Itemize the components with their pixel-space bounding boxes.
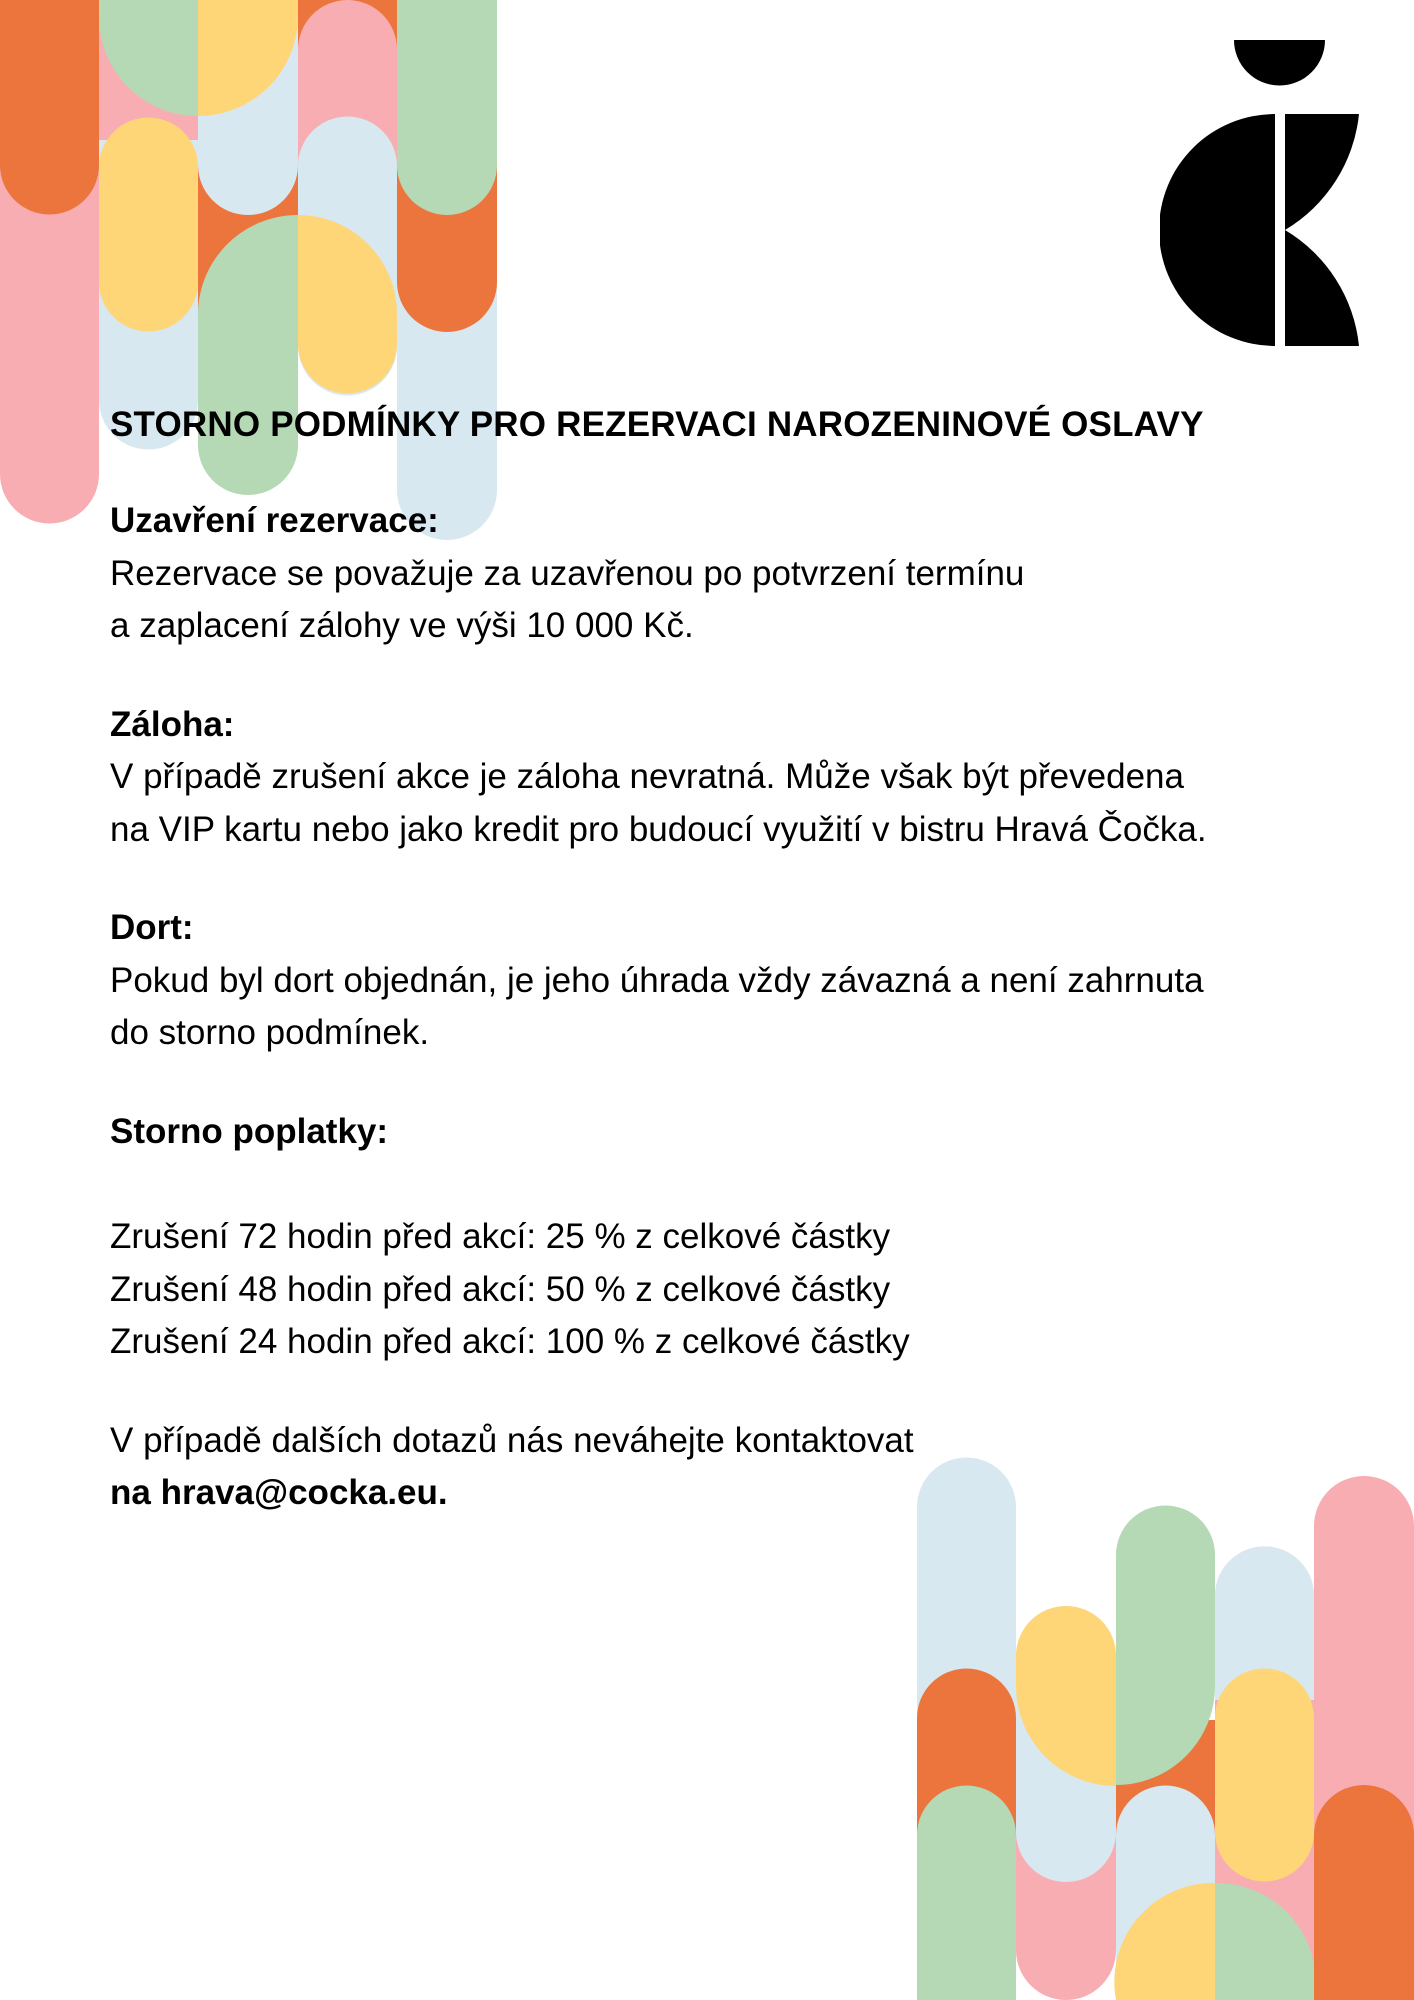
fee-line: Zrušení 72 hodin před akcí: 25 % z celkové částky (110, 1217, 891, 1256)
section-contact (110, 1415, 1350, 1520)
fee-line: Zrušení 48 hodin před akcí: 50 % z celkové částky (110, 1269, 891, 1309)
paragraph-line: Pokud byl dort objednán, je jeho úhrada vždy závazná a není zahrnuta (110, 960, 1204, 1000)
section-cake (110, 902, 1350, 1060)
section-heading: Storno poplatky: (110, 1111, 389, 1151)
bottom-right-pattern (917, 1458, 1414, 2000)
section-deposit (110, 699, 1350, 857)
paragraph-line: na VIP kartu nebo jako kredit pro budoucí využití v bistru Hravá Čočka. (110, 809, 1207, 849)
section-heading: Uzavření rezervace: (110, 501, 439, 540)
paragraph-line: a zaplacení zálohy ve výši 10 000 Kč. (110, 606, 694, 645)
section-heading: Dort: (110, 908, 194, 947)
section-cancellation-fees (110, 1106, 1350, 1369)
paragraph-line: do storno podmínek. (110, 1013, 430, 1052)
contact-line: V případě dalších dotazů nás neváhejte kontaktovat (110, 1420, 914, 1460)
document-body (110, 400, 1350, 1520)
paragraph-line: V případě zrušení akce je záloha nevratná. Může však být převedena (110, 757, 1184, 796)
page-title: STORNO PODMÍNKY PRO REZERVACI NAROZENINOVÉ OSLAVY (110, 405, 1204, 444)
paragraph-line: Rezervace se považuje za uzavřenou po potvrzení termínu (110, 553, 1025, 593)
section-heading: Záloha: (110, 704, 235, 744)
cocka-logo-icon (1160, 38, 1360, 348)
contact-email[interactable]: na hrava@cocka.eu. (110, 1473, 448, 1512)
section-reservation (110, 495, 1350, 653)
fee-line: Zrušení 24 hodin před akcí: 100 % z celkové částky (110, 1322, 910, 1361)
